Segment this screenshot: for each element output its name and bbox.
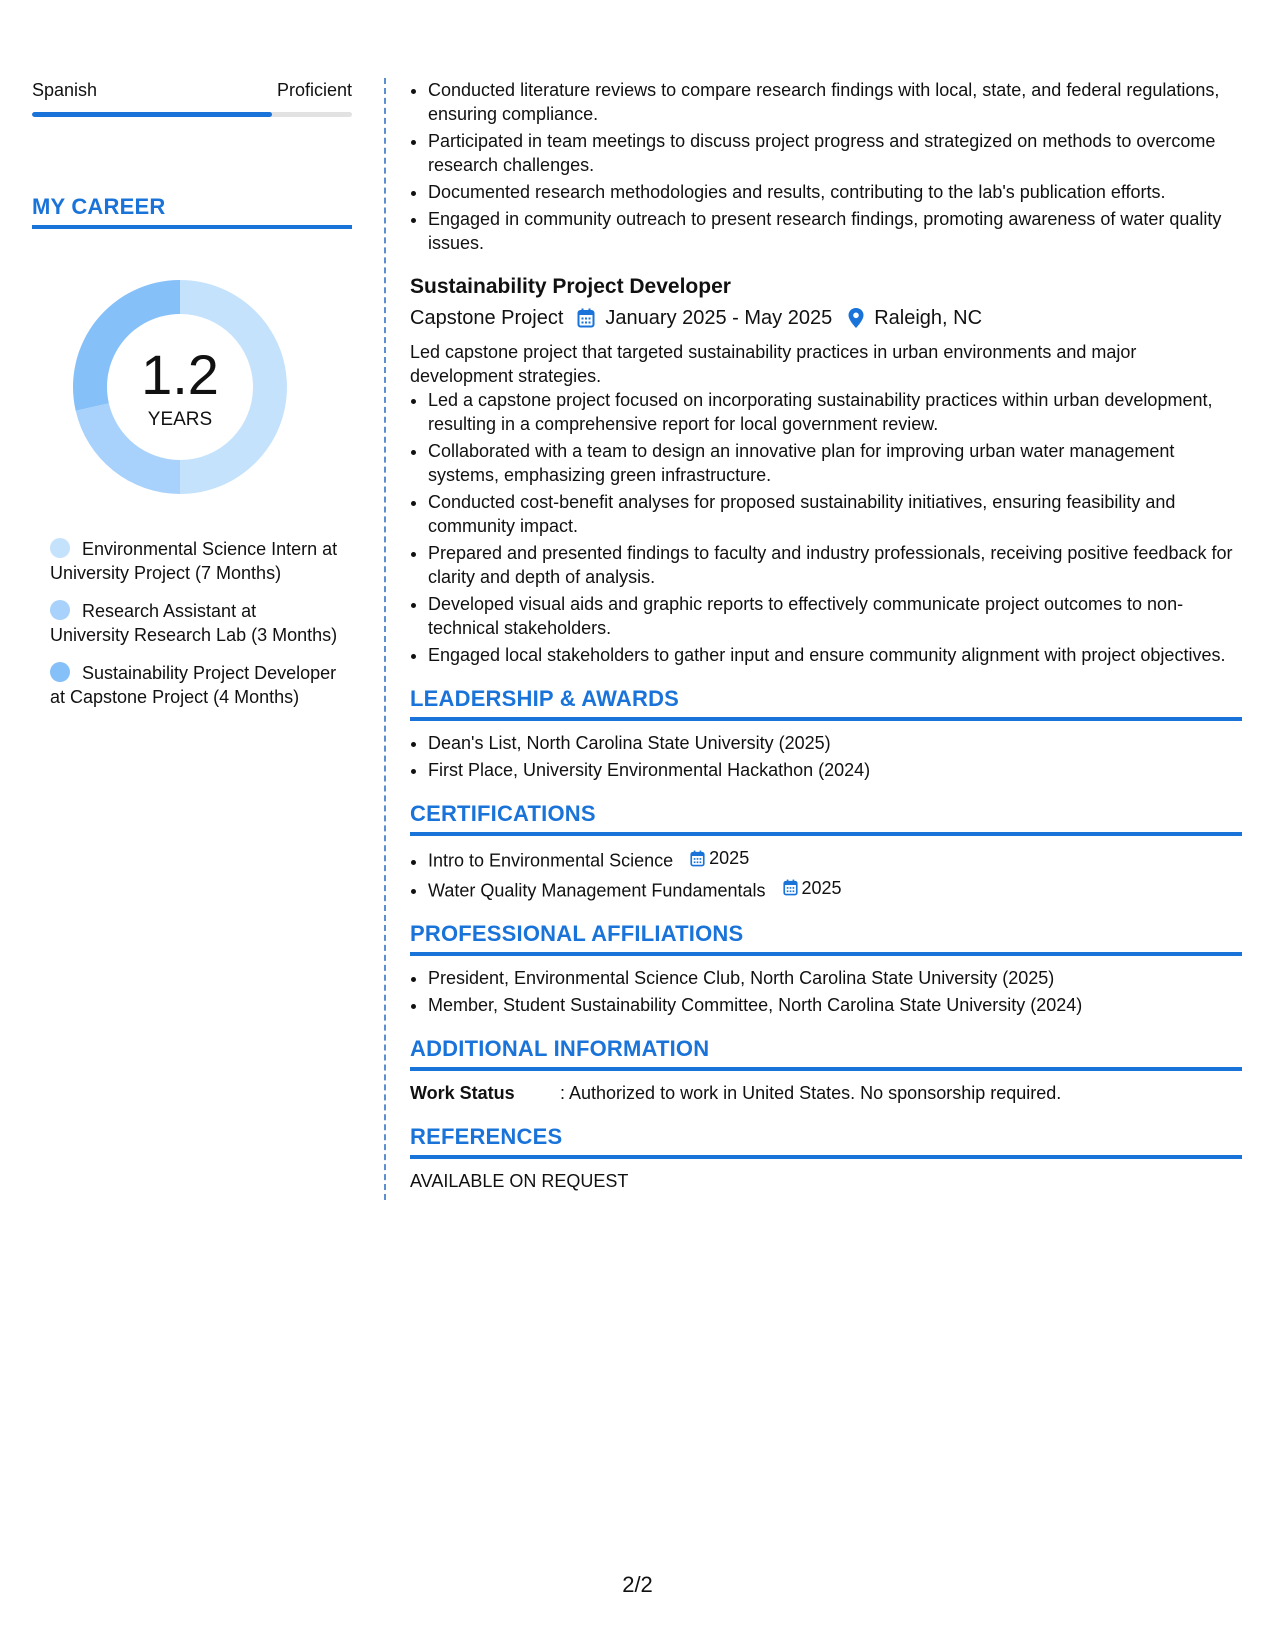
leadership-item: • First Place, University Environmental Hackathon (2024) bbox=[428, 758, 1242, 782]
work-status-row bbox=[410, 1081, 1242, 1105]
leadership-list bbox=[410, 731, 1242, 782]
left-column bbox=[32, 78, 352, 723]
legend-dot bbox=[50, 538, 70, 558]
page-number: 2/2 bbox=[622, 1572, 653, 1597]
legend-label: Sustainability Project Developer at Capstone Project (4 Months) bbox=[50, 663, 337, 707]
job-description: Led capstone project that targeted sustainability practices in urban environments and major development strategies. bbox=[410, 342, 1137, 386]
additional-info-heading: ADDITIONAL INFORMATION bbox=[410, 1036, 710, 1061]
job-location: Raleigh, NC bbox=[874, 307, 983, 329]
job-bullets bbox=[410, 388, 1242, 667]
bullet-item: • Developed visual aids and graphic reports to effectively communicate project outcomes to non-technical stakeholders. bbox=[428, 592, 1242, 640]
certification-year: 2025 bbox=[709, 848, 750, 868]
legend-label: Environmental Science Intern at University Project (7 Months) bbox=[50, 539, 338, 583]
column-divider bbox=[384, 78, 386, 1200]
affiliation-item: • President, Environmental Science Club, North Carolina State University (2025) bbox=[428, 966, 1242, 990]
job-dates: January 2025 - May 2025 bbox=[605, 307, 833, 329]
leadership-item: • Dean's List, North Carolina State University (2025) bbox=[428, 731, 1242, 755]
bullet-item: • Led a capstone project focused on incorporating sustainability practices within urban development, resulting in a comprehensive report for local government review. bbox=[428, 388, 1242, 436]
affiliations-list bbox=[410, 966, 1242, 1017]
career-total-value: 1.2 bbox=[141, 343, 219, 406]
bullet-item: • Conducted cost-benefit analyses for proposed sustainability initiatives, ensuring feasibility and community impact. bbox=[428, 490, 1242, 538]
right-column bbox=[410, 78, 1242, 1193]
work-status-label: Work Status bbox=[410, 1083, 515, 1103]
certification-date bbox=[783, 876, 842, 900]
job-title: Sustainability Project Developer bbox=[410, 275, 731, 298]
section-rule bbox=[410, 832, 1242, 836]
career-heading: MY CAREER bbox=[32, 194, 166, 219]
bullet-item: • Engaged local stakeholders to gather input and ensure community alignment with project objectives. bbox=[428, 643, 1242, 667]
certification-item bbox=[428, 846, 1242, 873]
affiliation-item: • Member, Student Sustainability Committee, North Carolina State University (2024) bbox=[428, 993, 1242, 1017]
certification-name: Intro to Environmental Science bbox=[428, 850, 674, 871]
bullet-item: • Participated in team meetings to discuss project progress and strategized on methods to overcome research challenges. bbox=[428, 129, 1242, 177]
career-donut-chart bbox=[66, 273, 294, 501]
legend-label: Research Assistant at University Research Lab (3 Months) bbox=[50, 601, 338, 645]
bullet-item: • Conducted literature reviews to compare research findings with local, state, and federal regulations, ensuring compliance. bbox=[428, 78, 1242, 126]
calendar-icon bbox=[783, 879, 798, 896]
legend-dot bbox=[50, 600, 70, 620]
career-legend-item bbox=[50, 661, 340, 709]
career-legend-item bbox=[50, 537, 340, 585]
section-rule bbox=[410, 952, 1242, 956]
language-row bbox=[32, 78, 352, 102]
calendar-icon bbox=[577, 308, 595, 328]
leadership-heading: LEADERSHIP & AWARDS bbox=[410, 686, 680, 711]
references-heading: REFERENCES bbox=[410, 1124, 563, 1149]
language-proficiency-fill bbox=[32, 112, 272, 117]
experience-continued-bullets bbox=[410, 78, 1242, 255]
location-pin-icon bbox=[848, 308, 864, 328]
job-organization: Capstone Project bbox=[410, 307, 564, 329]
job-meta bbox=[410, 304, 1242, 332]
section-rule bbox=[410, 717, 1242, 721]
language-name: Spanish bbox=[32, 80, 98, 100]
certifications-heading: CERTIFICATIONS bbox=[410, 801, 596, 826]
bullet-item: • Prepared and presented findings to faculty and industry professionals, receiving positive feedback for clarity and depth of analysis. bbox=[428, 541, 1242, 589]
section-rule bbox=[410, 1067, 1242, 1071]
certification-name: Water Quality Management Fundamentals bbox=[428, 880, 766, 900]
certification-date bbox=[690, 846, 749, 870]
certification-item bbox=[428, 876, 1242, 903]
certifications-list bbox=[410, 846, 1242, 902]
career-legend bbox=[32, 537, 352, 709]
affiliations-heading: PROFESSIONAL AFFILIATIONS bbox=[410, 921, 744, 946]
bullet-item: • Collaborated with a team to design an innovative plan for improving urban water management systems, emphasizing green infrastructure. bbox=[428, 439, 1242, 487]
career-total-unit: YEARS bbox=[147, 409, 213, 430]
bullet-item: • Documented research methodologies and results, contributing to the lab's publication efforts. bbox=[428, 180, 1242, 204]
work-status-value: : Authorized to work in United States. No sponsorship required. bbox=[560, 1083, 1062, 1103]
references-text: AVAILABLE ON REQUEST bbox=[410, 1171, 629, 1191]
language-level: Proficient bbox=[276, 80, 352, 100]
section-rule bbox=[410, 1155, 1242, 1159]
career-heading-rule bbox=[32, 225, 352, 229]
calendar-icon bbox=[690, 850, 705, 867]
language-proficiency-bar bbox=[32, 112, 352, 117]
legend-dot bbox=[50, 662, 70, 682]
bullet-item: • Engaged in community outreach to present research findings, promoting awareness of water quality issues. bbox=[428, 207, 1242, 255]
certification-year: 2025 bbox=[801, 877, 842, 898]
career-legend-item bbox=[50, 599, 340, 647]
